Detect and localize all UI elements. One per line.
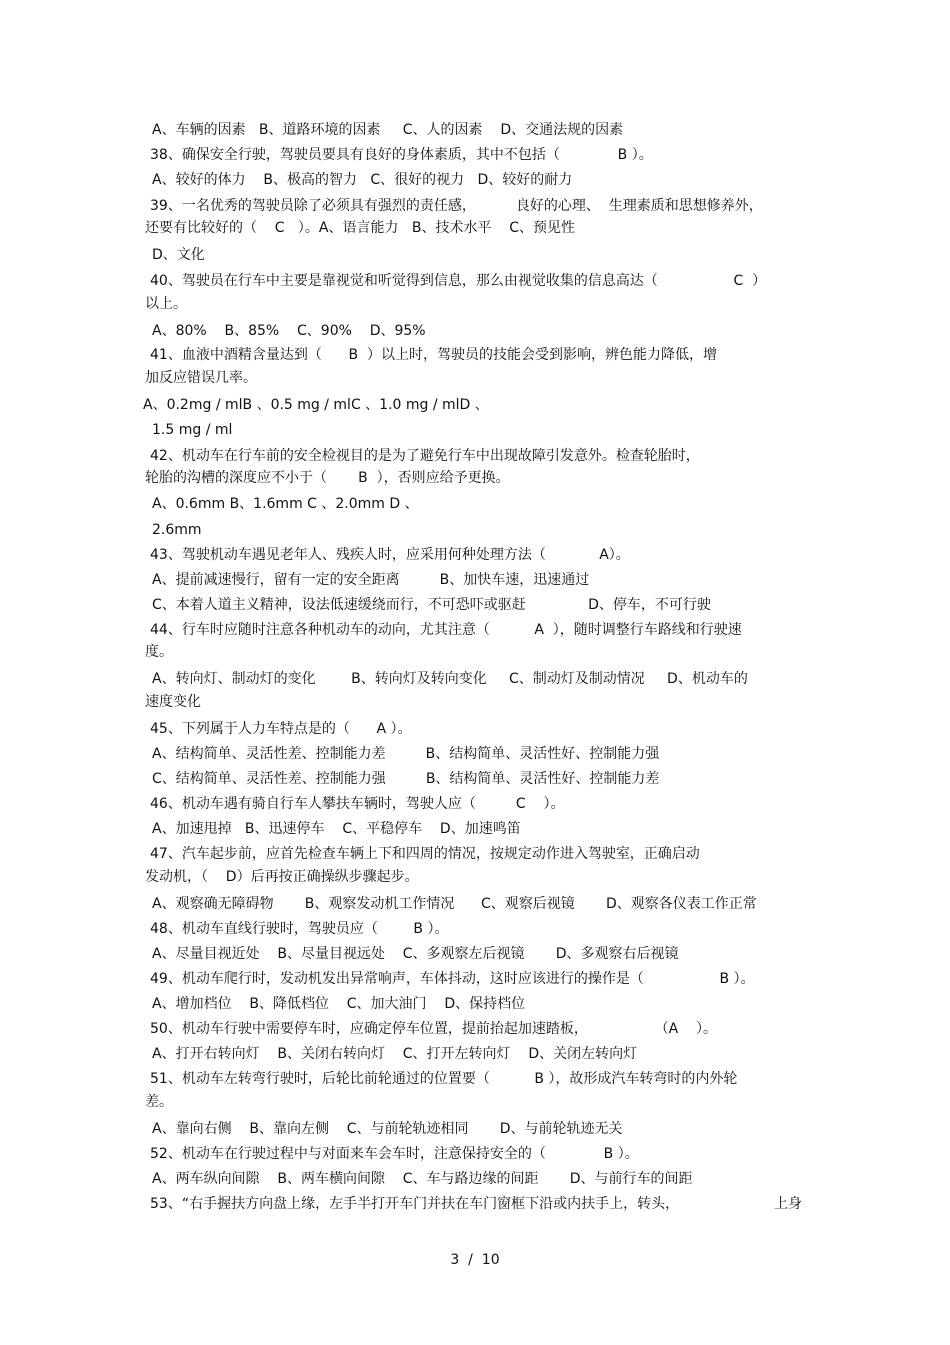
text-line: 上身 xyxy=(774,1196,802,1212)
page-number: 3 / 10 xyxy=(450,1252,500,1268)
text-line: 差。 xyxy=(145,1094,173,1110)
text-line: A、观察确无障碍物 B、观察发动机工作情况 C、观察后视镜 D、观察各仪表工作正常 xyxy=(152,896,757,912)
text-line: A、加速甩掉 B、迅速停车 C、平稳停车 D、加速鸣笛 xyxy=(152,821,521,837)
text-line: A、打开右转向灯 B、关闭右转向灯 C、打开左转向灯 D、关闭左转向灯 xyxy=(152,1046,638,1062)
text-line: 44、行车时应随时注意各种机动车的动向，尤其注意（ A ），随时调整行车路线和行驶速 xyxy=(150,622,742,638)
text-line: C、结构简单、灵活性差、控制能力强 B、结构简单、灵活性好、控制能力差 xyxy=(152,771,660,787)
text-line: A、0.6mm B、1.6mm C 、2.0mm D 、 xyxy=(152,496,419,512)
text-line: A、增加档位 B、降低档位 C、加大油门 D、保持档位 xyxy=(152,996,526,1012)
text-line: 2.6mm xyxy=(152,522,202,538)
text-line: 48、机动车直线行驶时，驾驶员应（ B ）。 xyxy=(150,921,449,937)
text-line: 47、汽车起步前，应首先检查车辆上下和四周的情况，按规定动作进入驾驶室，正确启动 xyxy=(150,846,700,862)
text-line: A、较好的体力 B、极高的智力 C、很好的视力 D、较好的耐力 xyxy=(152,172,573,188)
text-line: A、0.2mg / mlB 、0.5 mg / mlC 、1.0 mg / mlD 、 xyxy=(143,397,489,413)
text-line: 42、机动车在行车前的安全检视目的是为了避免行车中出现故障引发意外。检查轮胎时， xyxy=(150,448,700,464)
text-line: 49、机动车爬行时，发动机发出异常响声，车体抖动，这时应该进行的操作是（ B ）。 xyxy=(150,971,755,987)
text-line: C、本着人道主义精神，设法低速缓绕而行，不可恐吓或驱赶 D、停车，不可行驶 xyxy=(152,597,711,613)
text-line: 1.5 mg / ml xyxy=(152,422,233,438)
text-line: A、80% B、85% C、90% D、95% xyxy=(152,323,426,339)
text-line: 发动机，（ D）后再按正确操纵步骤起步。 xyxy=(145,869,419,885)
text-line: 45、下列属于人力车特点是的（ A ）。 xyxy=(150,721,412,737)
text-line: 加反应错误几率。 xyxy=(145,370,257,386)
text-line: 43、驾驶机动车遇见老年人、残疾人时，应采用何种处理方法（ A）。 xyxy=(150,547,630,563)
text-line: 以上。 xyxy=(145,296,187,312)
text-line: A、两车纵向间隙 B、两车横向间隙 C、车与路边缘的间距 D、与前行车的间距 xyxy=(152,1171,693,1187)
text-line: A、车辆的因素 B、道路环境的因素 C、人的因素 D、交通法规的因素 xyxy=(152,122,624,138)
text-line: 40、驾驶员在行车中主要是靠视觉和听觉得到信息，那么由视觉收集的信息高达（ C ） xyxy=(150,273,767,289)
text-line: 度。 xyxy=(145,644,173,660)
text-line: 轮胎的沟槽的深度应不小于（ B ），否则应给予更换。 xyxy=(145,470,510,486)
text-line: A、提前减速慢行，留有一定的安全距离 B、加快车速，迅速通过 xyxy=(152,572,590,588)
text-line: 41、血液中酒精含量达到（ B ）以上时，驾驶员的技能会受到影响，辨色能力降低，增 xyxy=(150,347,718,363)
text-line: A、尽量目视近处 B、尽量目视远处 C、多观察左后视镜 D、多观察右后视镜 xyxy=(152,946,679,962)
text-line: A、结构简单、灵活性差、控制能力差 B、结构简单、灵活性好、控制能力强 xyxy=(152,746,660,762)
text-line: A、靠向右侧 B、靠向左侧 C、与前轮轨迹相同 D、与前轮轨迹无关 xyxy=(152,1121,623,1137)
text-line: 39、一名优秀的驾驶员除了必须具有强烈的责任感， 良好的心理、 生理素质和思想修养外， xyxy=(150,198,763,214)
text-line: 46、机动车遇有骑自行车人攀扶车辆时，驾驶人应（ C ）。 xyxy=(150,796,565,812)
text-line: 50、机动车行驶中需要停车时，应确定停车位置，提前抬起加速踏板， （A ）。 xyxy=(150,1021,717,1037)
text-line: 还要有比较好的（ C ）。A、语言能力 B、技术水平 C、预见性 xyxy=(145,220,576,236)
text-line: 53、“右手握扶方向盘上缘，左手半打开车门并扶在车门窗框下沿或内扶手上，转头， xyxy=(150,1196,680,1212)
text-line: 51、机动车左转弯行驶时，后轮比前轮通过的位置要（ B ），故形成汽车转弯时的内外轮 xyxy=(150,1071,738,1087)
text-line: D、文化 xyxy=(152,247,205,263)
text-line: 速度变化 xyxy=(145,694,201,710)
text-line: A、转向灯、制动灯的变化 B、转向灯及转向变化 C、制动灯及制动情况 D、机动车的 xyxy=(152,671,748,687)
text-line: 38、确保安全行驶，驾驶员要具有良好的身体素质，其中不包括（ B ）。 xyxy=(150,147,653,163)
text-line: 52、机动车在行驶过程中与对面来车会车时，注意保持安全的（ B ）。 xyxy=(150,1146,639,1162)
